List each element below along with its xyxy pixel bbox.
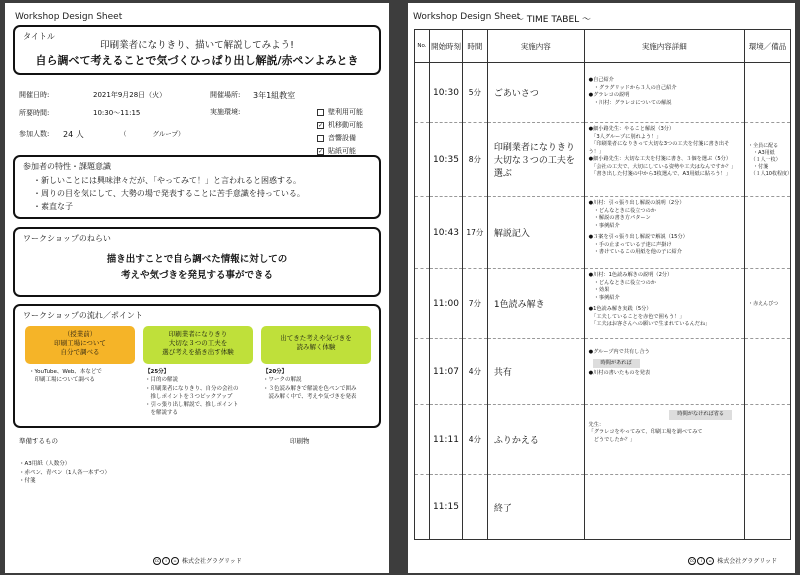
flow-col-2: 【25分】 ・目的の解説 ・印刷業者になりきり、自分の会社の 推しポイントを３つピックアップ ・引っ張り出し解説で、推しポイント を解説する: [145, 369, 239, 417]
row-detail: [584, 269, 745, 339]
env-label: 実施環境:: [210, 108, 241, 116]
header-duration: 時間: [462, 30, 487, 63]
traits-label: 参加者の特性・課題意識: [23, 162, 111, 171]
flow-col-1: ・YouTube、Web、本などで 印刷工場について調べる: [29, 369, 102, 384]
flow-step-pre-class: （授業前） 印刷工場について 自分で調べる: [25, 326, 135, 364]
left-footer: cc i = 株式会社グラグリッド: [154, 557, 242, 565]
env-option-audio[interactable]: 音響設備: [317, 133, 356, 143]
row-no-cell: [415, 405, 430, 475]
prep-item: ・付箋: [19, 478, 36, 485]
detail-line: 「書き出した付箋の中から3枚選んで、A3用紙に貼ろう！」: [588, 171, 731, 178]
title-box: [13, 25, 381, 75]
participants-label: 参加人数:: [19, 130, 50, 138]
env-option-desk[interactable]: ✓ 机移動可能: [318, 121, 363, 129]
row-env: ・全員に配る ・A3用紙 （１人一枚） ・付箋 （１人10枚程度）: [745, 123, 791, 197]
row-duration: 4分: [462, 339, 487, 405]
row-content: 解説記入: [487, 197, 584, 269]
row-start-time: 10:43: [429, 197, 462, 269]
table-row: [415, 405, 791, 475]
row-start-time: 10:30: [429, 63, 462, 123]
table-row: [415, 269, 791, 339]
row-start-time: 11:07: [429, 339, 462, 405]
row-start-time: 11:00: [429, 269, 462, 339]
right-sheet-title: Workshop Design Sheet: [413, 12, 521, 22]
time-label: 所要時間:: [19, 109, 50, 117]
aim-line-2: 考えや気づきを発見する事ができる: [120, 270, 273, 281]
header-env: 環境／備品: [745, 30, 791, 63]
row-no-cell: [415, 63, 430, 123]
detail-line: ・手の止まっている子達に声掛け: [588, 241, 672, 248]
table-row: [415, 123, 791, 197]
detail-line: ●３案を引っ張り出し解説で解説（15分）: [588, 234, 688, 241]
aim-label: ワークショップのねらい: [23, 234, 111, 243]
detail-line: ●川村：1色読み解きの説明（2分）: [588, 272, 673, 278]
right-sheet: [408, 3, 795, 573]
detail-line: ・川村：グラレコについての解説: [588, 99, 672, 106]
checkbox-icon: [317, 109, 324, 116]
table-row: [415, 339, 791, 405]
note-tag: 時間がなければ省る: [669, 410, 732, 420]
header-no: No.: [415, 30, 430, 63]
groups-value: （ グループ）: [120, 130, 185, 138]
detail-line: 「印刷業者になりきって大切な3つの工夫を付箋に書き出そう！」: [588, 141, 730, 155]
time-value: 10:30〜11:15: [93, 109, 141, 117]
detail-line: ●川村の書いたものを発表: [588, 370, 651, 377]
checkbox-icon: [317, 135, 324, 142]
flow-box: [13, 304, 381, 428]
row-detail: [584, 63, 745, 123]
row-content: 終了: [487, 475, 584, 540]
row-content: ふりかえる: [487, 405, 584, 475]
detail-line: ●グループ内で共有し合う: [588, 349, 650, 355]
place-value: 3年1組教室: [253, 91, 296, 100]
print-label: 印刷物: [290, 437, 310, 445]
left-sheet: [5, 3, 389, 573]
row-no-cell: [415, 269, 430, 339]
row-env: ・赤えんぴつ: [745, 269, 791, 339]
trait-line-3: ・素直な子: [33, 202, 73, 211]
row-start-time: 10:35: [429, 123, 462, 197]
row-no-cell: [415, 475, 430, 540]
detail-line: 「グラレコをやってみて、印刷工場を調べてみて: [588, 429, 703, 436]
detail-line: [589, 408, 741, 422]
table-header-row: [415, 30, 791, 63]
detail-line: ・効果: [588, 287, 610, 294]
row-content: 共有: [487, 339, 584, 405]
detail-line: ・解説の書き方パターン: [588, 215, 651, 222]
detail-line: ・グラグリッドから３人の自己紹介: [588, 84, 677, 91]
row-duration: 8分: [462, 123, 487, 197]
row-env: [745, 475, 791, 540]
row-content: ごあいさつ: [487, 63, 584, 123]
table-row: [415, 63, 791, 123]
detail-line: 「3人グループに別れよう！」: [588, 133, 662, 140]
detail-line: ●1色読み解き実践（5分）: [588, 306, 652, 313]
row-no-cell: [415, 339, 430, 405]
row-content: 1色読み解き: [487, 269, 584, 339]
creative-commons-icon: cc i =: [153, 557, 179, 565]
row-no-cell: [415, 197, 430, 269]
detail-line: ●細小路先生：大切な工夫を付箋に書き、３個を選ぶ（5分）: [588, 156, 732, 163]
row-content: 印刷業者になりきり大切な３つの工夫を選ぶ: [487, 123, 584, 197]
detail-line: ●自己紹介: [588, 77, 614, 83]
detail-line: 「工夫はお客さんへの願いで生まれているんだね」: [588, 321, 711, 328]
table-row: [415, 475, 791, 540]
prep-label: 準備するもの: [19, 437, 58, 445]
row-no-cell: [415, 123, 430, 197]
row-detail: [584, 197, 745, 269]
checkbox-checked-icon: ✓: [318, 147, 324, 155]
row-env: [745, 405, 791, 475]
participants-value: 24 人: [63, 130, 84, 139]
header-start: 開始時刻: [429, 30, 462, 63]
row-detail: [584, 475, 745, 540]
row-start-time: 11:15: [429, 475, 462, 540]
row-duration: 5分: [462, 63, 487, 123]
aim-box: [13, 227, 381, 297]
detail-line: 先生：: [588, 421, 605, 428]
right-sheet-subtitle: 〜 TIME TABEL 〜: [515, 15, 592, 25]
note-tag: 時間があれば: [593, 359, 640, 369]
workshop-main-title: 自ら調べて考えることで気づくひっぱり出し解説/赤ペンよみとき: [35, 54, 359, 67]
checkbox-checked-icon: ✓: [318, 121, 324, 129]
row-duration: [462, 475, 487, 540]
row-env: [745, 197, 791, 269]
row-duration: 7分: [462, 269, 487, 339]
trait-line-2: ・周りの目を気にして、大勢の場で発表することに苦手意識を持っている。: [33, 189, 305, 198]
row-env: [745, 339, 791, 405]
detail-line: ・事例紹介: [588, 222, 620, 229]
traits-box: [13, 155, 381, 219]
detail-line: ・事例紹介: [588, 294, 620, 301]
trait-line-1: ・新しいことには興味津々だが、「やってみて！」と言われると困惑する。: [33, 176, 301, 185]
env-option-poster[interactable]: ✓ 貼紙可能: [318, 147, 356, 155]
detail-line: どうでしたか？」: [588, 436, 636, 443]
place-label: 開催場所:: [210, 91, 241, 99]
workshop-subtitle: 印刷業者になりきり、描いて解説してみよう!: [100, 40, 294, 51]
prep-list: [19, 460, 110, 486]
detail-line: ●川村：引っ張り出し解説の説明（2分）: [588, 200, 685, 206]
time-table: [414, 29, 791, 540]
row-duration: 17分: [462, 197, 487, 269]
flow-step-choose: 印刷業者になりきり 大切な３つの工夫を 選び考えを描き出す体験: [143, 326, 253, 364]
prep-item: ・赤ペン、青ペン（1人各一本ずつ）: [19, 469, 111, 476]
row-detail: [584, 405, 745, 475]
row-detail: [584, 339, 745, 405]
row-start-time: 11:11: [429, 405, 462, 475]
header-content: 実施内容: [487, 30, 584, 63]
date-label: 開催日時:: [19, 91, 50, 99]
flow-step-read: 出てきた考えや気づきを 読み解く体験: [261, 326, 371, 364]
detail-line: ・どんなときに役立つのか: [588, 207, 656, 214]
detail-line: ・書けているこの用紙を他の子に紹介: [588, 249, 682, 256]
prep-item: ・A3用紙（人数分）: [19, 461, 71, 467]
header-detail: 実施内容詳細: [584, 30, 745, 63]
date-value: 2021年9月28日（火）: [93, 91, 167, 99]
detail-line: 「工夫していることを赤色で囲もう！」: [588, 313, 685, 320]
creative-commons-icon: cc i =: [688, 557, 714, 565]
env-option-wall[interactable]: 壁利用可能: [317, 107, 363, 117]
table-row: [415, 197, 791, 269]
flow-col-3: 【20分】 ・ワークの解説 ・３色読み解きで解説を色ペンで囲み 読み解く中で、考えや気づきを発表: [263, 369, 357, 400]
detail-line: [589, 357, 741, 371]
right-footer: cc i = 株式会社グラグリッド: [690, 557, 777, 565]
row-duration: 4分: [462, 405, 487, 475]
detail-line: ・どんなときに役立つのか: [588, 279, 656, 286]
row-detail: [584, 123, 745, 197]
row-env: [745, 63, 791, 123]
title-label: タイトル: [23, 32, 55, 41]
aim-line-1: 描き出すことで自ら調べた情報に対しての: [106, 254, 288, 265]
detail-line: ●細小路先生：やること解説（3分）: [588, 126, 675, 132]
flow-label: ワークショップの流れ／ポイント: [23, 311, 143, 320]
detail-line: 「会社の工夫で、大切にしている姿勢や工夫はなんですか？」: [588, 163, 737, 170]
detail-line: ●グラレコの説明: [588, 92, 630, 99]
left-sheet-title: Workshop Design Sheet: [15, 12, 123, 22]
